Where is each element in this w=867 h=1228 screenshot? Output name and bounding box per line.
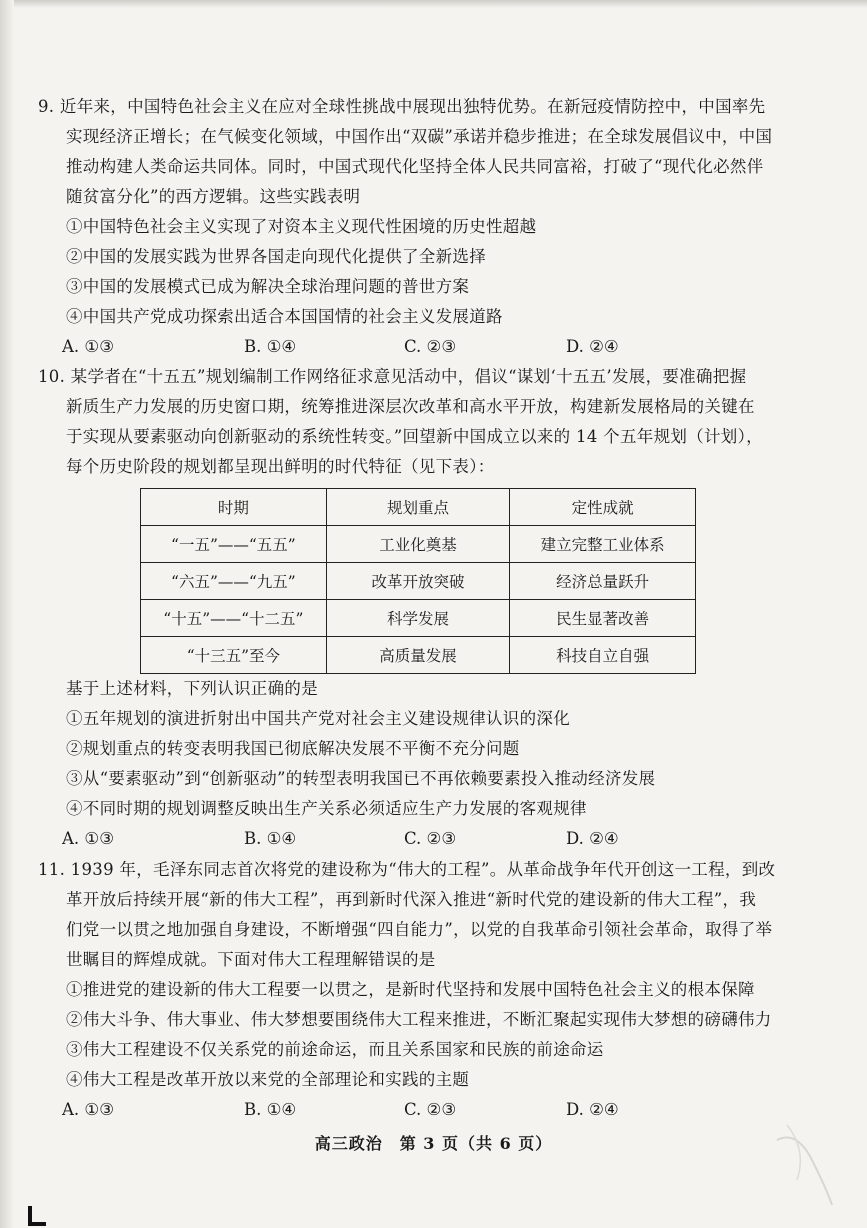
table-cell: 民生显著改善 xyxy=(510,600,696,637)
table-row xyxy=(141,526,696,563)
question-10-stem-line: 于实现从要素驱动向创新驱动的系统性转变。”回望新中国成立以来的 14 个五年规划（计划）， xyxy=(66,427,763,446)
table-row xyxy=(141,600,696,637)
question-9 xyxy=(38,92,838,362)
question-10-statement-3: ③从“要素驱动”到“创新驱动”的转型表明我国已不再依赖要素投入推动经济发展 xyxy=(66,769,656,788)
question-9-stem-line: 随贫富分化”的西方逻辑。这些实践表明 xyxy=(66,187,361,206)
question-10-statement-2: ②规划重点的转变表明我国已彻底解决发展不平衡不充分问题 xyxy=(66,739,520,758)
question-10-stem-line: 新质生产力发展的历史窗口期，统筹推进深层次改革和高水平开放，构建新发展格局的关键在 xyxy=(66,397,755,416)
option-b[interactable]: B. ①④ xyxy=(244,829,297,848)
table-cell: 改革开放突破 xyxy=(326,563,510,600)
table-cell: “十五”——“十二五” xyxy=(141,600,327,637)
option-d[interactable]: D. ②④ xyxy=(566,829,619,848)
option-b[interactable]: B. ①④ xyxy=(244,337,297,356)
table-header-cell: 时期 xyxy=(141,489,327,526)
table-cell: 建立完整工业体系 xyxy=(510,526,696,563)
option-a[interactable]: A. ①③ xyxy=(62,829,114,848)
table-cell: 高质量发展 xyxy=(326,637,510,674)
question-11-statement-3: ③伟大工程建设不仅关系党的前途命运，而且关系国家和民族的前途命运 xyxy=(66,1040,604,1059)
question-11 xyxy=(38,855,838,1125)
crop-mark xyxy=(28,1206,32,1226)
table-cell: “六五”——“九五” xyxy=(141,563,327,600)
scan-left-edge xyxy=(0,0,14,1228)
option-c[interactable]: C. ②③ xyxy=(404,1100,457,1119)
question-10-statement-4: ④不同时期的规划调整反映出生产关系必须适应生产力发展的客观规律 xyxy=(66,799,587,818)
question-11-stem-line: 们党一以贯之地加强自身建设，不断增强“四自能力”，以党的自我革命引领社会革命，取得了举 xyxy=(66,920,773,939)
question-11-statement-1: ①推进党的建设新的伟大工程要一以贯之，是新时代坚持和发展中国特色社会主义的根本保障 xyxy=(66,980,755,999)
table-cell: 经济总量跃升 xyxy=(510,563,696,600)
question-11-stem-line: 革开放后持续开展“新的伟大工程”，再到新时代深入推进“新时代党的建设新的伟大工程”，我 xyxy=(66,890,757,909)
scan-top-edge xyxy=(0,0,867,8)
table-header-cell: 规划重点 xyxy=(326,489,510,526)
question-9-statement-1: ①中国特色社会主义实现了对资本主义现代性困境的历史性超越 xyxy=(66,217,537,236)
option-d[interactable]: D. ②④ xyxy=(566,1100,619,1119)
option-b[interactable]: B. ①④ xyxy=(244,1100,297,1119)
page-footer: 高三政治 第 3 页（共 6 页） xyxy=(314,1134,553,1153)
table-header-cell: 定性成就 xyxy=(510,489,696,526)
table-cell: 科技自立自强 xyxy=(510,637,696,674)
question-10-continued xyxy=(38,674,838,854)
option-d[interactable]: D. ②④ xyxy=(566,337,619,356)
question-11-stem-line: 世瞩目的辉煌成就。下面对伟大工程理解错误的是 xyxy=(66,950,436,969)
question-9-stem-line: 9. 近年来，中国特色社会主义在应对全球性挑战中展现出独特优势。在新冠疫情防控中，中国率先 xyxy=(38,97,766,116)
question-10-options xyxy=(38,824,838,854)
table-row xyxy=(141,563,696,600)
question-11-statement-4: ④伟大工程是改革开放以来党的全部理论和实践的主题 xyxy=(66,1070,470,1089)
question-11-statement-2: ②伟大斗争、伟大事业、伟大梦想要围绕伟大工程来推进，不断汇聚起实现伟大梦想的磅礴伟力 xyxy=(66,1010,772,1029)
table-header-row xyxy=(141,489,696,526)
question-11-stem-line: 11. 1939 年，毛泽东同志首次将党的建设称为“伟大的工程”。从革命战争年代开创这一工程，到改 xyxy=(38,860,776,879)
question-10-stem-line: 10. 某学者在“十五五”规划编制工作网络征求意见活动中，倡议“谋划‘十五五’发展，要准确把握 xyxy=(38,367,747,386)
table-cell: 工业化奠基 xyxy=(326,526,510,563)
option-a[interactable]: A. ①③ xyxy=(62,337,114,356)
question-11-options xyxy=(38,1095,838,1125)
question-9-statement-4: ④中国共产党成功探索出适合本国国情的社会主义发展道路 xyxy=(66,307,503,326)
question-9-statement-3: ③中国的发展模式已成为解决全球治理问题的普世方案 xyxy=(66,277,470,296)
five-year-plan-table xyxy=(140,488,696,674)
table-cell: “十三五”至今 xyxy=(141,637,327,674)
question-9-stem-line: 实现经济正增长；在气候变化领域，中国作出“双碳”承诺并稳步推进；在全球发展倡议中，中国 xyxy=(66,127,773,146)
question-10-stem-line: 每个历史阶段的规划都呈现出鲜明的时代特征（见下表）： xyxy=(66,457,495,476)
question-9-stem-line: 推动构建人类命运共同体。同时，中国式现代化坚持全体人民共同富裕，打破了“现代化必然伴 xyxy=(66,157,764,176)
scan-smudge-icon xyxy=(767,1120,837,1210)
question-10-statement-1: ①五年规划的演进折射出中国共产党对社会主义建设规律认识的深化 xyxy=(66,709,570,728)
table-cell: “一五”——“五五” xyxy=(141,526,327,563)
question-10 xyxy=(38,362,838,482)
table-cell: 科学发展 xyxy=(326,600,510,637)
question-10-prompt: 基于上述材料，下列认识正确的是 xyxy=(66,679,318,698)
option-c[interactable]: C. ②③ xyxy=(404,337,457,356)
question-9-options xyxy=(38,332,838,362)
option-a[interactable]: A. ①③ xyxy=(62,1100,114,1119)
option-c[interactable]: C. ②③ xyxy=(404,829,457,848)
question-9-statement-2: ②中国的发展实践为世界各国走向现代化提供了全新选择 xyxy=(66,247,486,266)
table-row xyxy=(141,637,696,674)
